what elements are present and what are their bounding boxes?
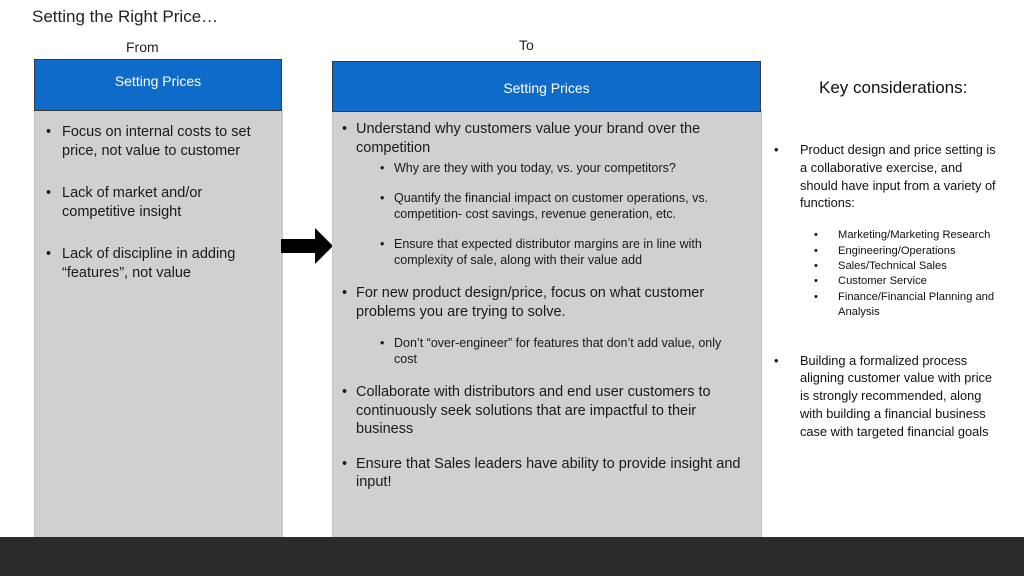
to-panel-header: [332, 61, 761, 112]
to-sub-bullet: • Ensure that expected distributor margins are in line with complexity of sale, along with their value add: [380, 237, 702, 267]
to-bullet: • Understand why customers value your brand over the competition: [342, 121, 701, 156]
from-bullet: • Focus on internal costs to set price, not value to customer: [46, 124, 251, 159]
to-sub-bullet: • Don’t “over-engineer” for features that don’t add value, only cost: [380, 336, 722, 366]
function-item: • Customer Service: [814, 275, 927, 288]
to-bullet: • Ensure that Sales leaders have ability to provide insight and input!: [342, 455, 741, 490]
from-label: From: [126, 39, 159, 55]
function-item: • Marketing/Marketing Research: [814, 229, 991, 242]
function-item: • Finance/Financial Planning and Analysis: [814, 290, 995, 319]
function-item: • Engineering/Operations: [814, 244, 956, 257]
to-bullet: • Collaborate with distributors and end user customers to continuously seek solutions that are impactful to their business: [342, 384, 711, 437]
to-bullet-list: [342, 120, 746, 492]
key-considerations-list: [774, 141, 1000, 441]
slide-title: Setting the Right Price…: [32, 7, 219, 26]
to-sub-bullet: • Why are they with you today, vs. your competitors?: [380, 161, 676, 175]
from-bullet: • Lack of market and/or competitive insight: [46, 185, 203, 220]
key-bullet: • Building a formalized process aligning customer value with price is strongly recommended, along with building a financial business case with targeted financial goals: [774, 352, 993, 439]
to-label: To: [519, 37, 534, 53]
to-bullet: • For new product design/price, focus on what customer problems you are trying to solve.: [342, 285, 705, 320]
key-considerations-title: Key considerations:: [819, 78, 968, 97]
to-sub-bullet: • Quantify the financial impact on customer operations, vs. competition- cost savings, revenue generation, etc.: [380, 191, 709, 221]
to-panel-header-text: Setting Prices: [503, 80, 590, 96]
key-bullet: • Product design and price setting is a collaborative exercise, and should have input from a variety of functions:: [774, 142, 996, 211]
footer-bar: [0, 537, 1024, 576]
function-item: • Sales/Technical Sales: [814, 260, 947, 272]
from-panel-header: [34, 59, 282, 111]
from-panel-header-text: Setting Prices: [114, 73, 202, 89]
from-bullet: • Lack of discipline in adding “features”, not value: [46, 246, 236, 281]
right-arrow-icon: [281, 228, 333, 264]
from-bullet-list: [46, 123, 271, 306]
